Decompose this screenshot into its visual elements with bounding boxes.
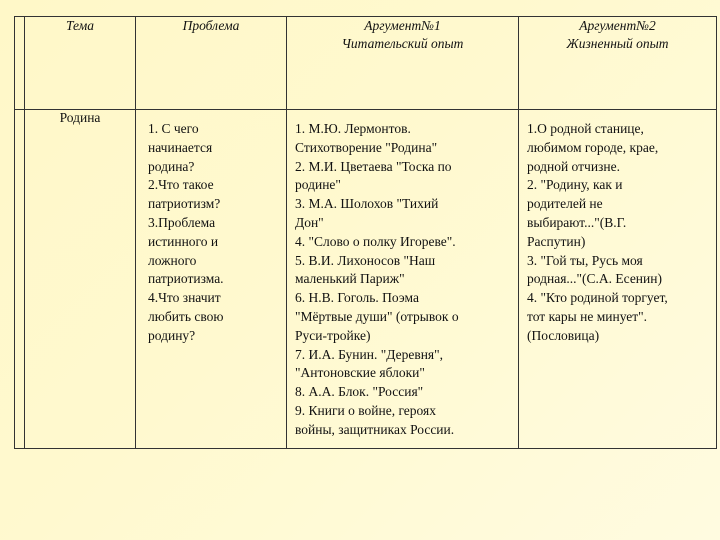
argument-1-line: 8. А.А. Блок. "Россия" (295, 384, 424, 400)
header-problem (136, 17, 287, 110)
argument-1-line: родине" (295, 177, 341, 193)
argument-2-line: 1.О родной станице, (527, 121, 644, 136)
argument-1-line: 4. "Слово о полку Игореве". (295, 233, 456, 249)
problem-line: патриотизма. (148, 271, 224, 287)
problem-line: 2.Что такое (148, 177, 214, 193)
argument-1-line: Дон" (295, 214, 324, 230)
argument-1-line: 5. В.И. Лихоносов "Наш (295, 252, 436, 268)
problem-line: родину? (148, 327, 196, 343)
argument-2-list (519, 110, 716, 346)
problem-line: 4.Что значит (148, 290, 221, 306)
problem-cell (136, 110, 287, 449)
blank-cell (15, 110, 25, 449)
literature-table (14, 16, 717, 449)
header-argument-2 (519, 17, 717, 110)
argument-2-line: родной отчизне. (527, 158, 620, 174)
problem-line: любить свою (148, 308, 224, 324)
problem-line: 3.Проблема (148, 214, 216, 230)
problem-line: патриотизм? (148, 196, 221, 212)
argument-2-line: 3. "Гой ты, Русь моя (527, 252, 643, 268)
argument-1-line: 1. М.Ю. Лермонтов. (295, 121, 411, 136)
argument-2-line: родная..."(С.А. Есенин) (527, 271, 662, 287)
header-problem-label: Проблема (182, 18, 240, 33)
argument-2-line: 4. "Кто родиной торгует, (527, 290, 668, 306)
problem-line: родина? (148, 158, 195, 174)
header-row (15, 17, 717, 110)
problem-line: 1. С чего (148, 121, 199, 136)
table-row (15, 110, 717, 449)
header-topic (25, 17, 136, 110)
argument-1-cell (287, 110, 519, 449)
problem-line: ложного (148, 252, 197, 268)
argument-1-line: Стихотворение "Родина" (295, 139, 438, 155)
header-argument-1-subtitle: Читательский опыт (341, 36, 464, 51)
argument-2-line: Распутин) (527, 233, 586, 249)
topic-cell (25, 110, 136, 449)
argument-2-cell (519, 110, 717, 449)
problem-list (136, 110, 286, 346)
argument-1-line: войны, защитниках России. (295, 421, 455, 437)
argument-1-line: маленький Париж" (295, 271, 405, 287)
header-argument-2-title: Аргумент№2 (579, 18, 656, 33)
header-argument-1 (287, 17, 519, 110)
argument-2-line: (Пословица) (527, 327, 600, 343)
argument-1-line: 6. Н.В. Гоголь. Поэма (295, 290, 419, 306)
topic-text: Родина (59, 110, 101, 125)
argument-1-list (287, 110, 518, 440)
header-argument-2-subtitle: Жизненный опыт (566, 36, 669, 51)
argument-2-line: родителей не (527, 196, 603, 212)
argument-1-line: 3. М.А. Шолохов "Тихий (295, 196, 439, 212)
argument-1-line: "Мёртвые души" (отрывок о (295, 308, 459, 324)
argument-2-line: любимом городе, крае, (527, 139, 659, 155)
argument-2-line: 2. "Родину, как и (527, 177, 623, 193)
argument-1-line: 7. И.А. Бунин. "Деревня", (295, 346, 444, 362)
header-topic-label: Тема (65, 18, 95, 33)
problem-line: истинного и (148, 233, 219, 249)
argument-1-line: 9. Книги о войне, героях (295, 402, 436, 418)
argument-1-line: Руси-тройке) (295, 327, 371, 343)
argument-2-line: тот кары не минует". (527, 308, 648, 324)
header-argument-1-title: Аргумент№1 (364, 18, 441, 33)
argument-1-line: 2. М.И. Цветаева "Тоска по (295, 158, 452, 174)
blank-cell (15, 17, 25, 110)
problem-line: начинается (148, 139, 213, 155)
argument-1-line: "Антоновские яблоки" (295, 365, 425, 381)
argument-2-line: выбирают..."(В.Г. (527, 214, 627, 230)
